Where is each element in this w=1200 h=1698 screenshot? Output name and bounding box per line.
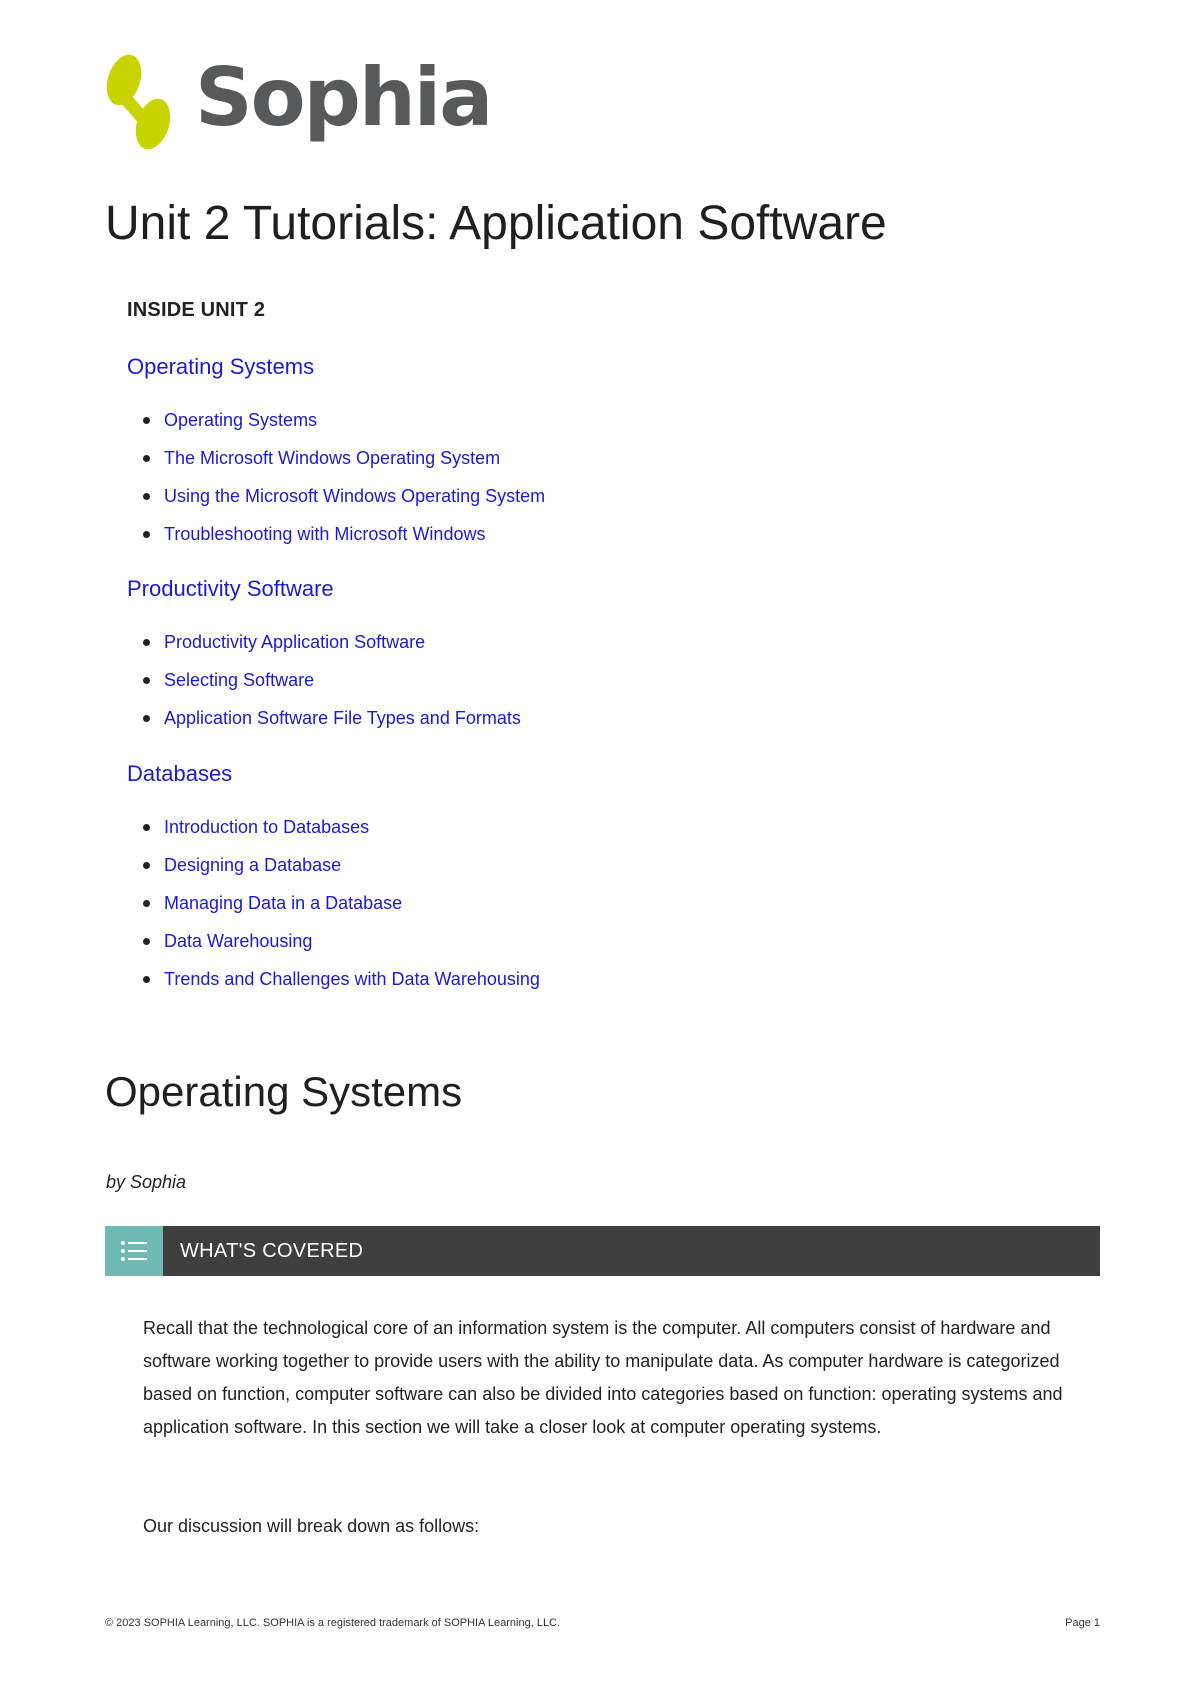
toc-section-heading[interactable]: Databases [127,761,233,786]
bullet [143,715,150,722]
toc-item[interactable] [143,960,540,998]
toc-item-link[interactable]: Operating Systems [164,409,318,430]
toc-item-link[interactable]: Productivity Application Software [164,631,426,652]
toc-item[interactable] [143,846,540,884]
toc-section-heading[interactable]: Operating Systems [127,354,315,379]
toc-item[interactable] [143,884,540,922]
whats-covered-banner [105,1226,1100,1276]
sophia-mark-icon [103,52,175,154]
toc-item[interactable] [143,477,545,515]
toc-item-link[interactable]: Introduction to Databases [164,816,370,837]
toc-item[interactable] [143,922,540,960]
toc-item[interactable] [143,401,545,439]
copyright-footer: © 2023 SOPHIA Learning, LLC. SOPHIA is a registered trademark of SOPHIA Learning, LLC. [105,1617,561,1629]
toc-item-link[interactable]: Designing a Database [164,854,342,875]
toc-item[interactable] [143,661,521,699]
list-icon [105,1226,163,1276]
page-title: Unit 2 Tutorials: Application Software [105,197,887,250]
toc-section-list [143,808,540,998]
toc-item[interactable] [143,515,545,553]
whats-covered-label: WHAT'S COVERED [180,1239,364,1262]
toc-item[interactable] [143,808,540,846]
toc-section-list [143,401,545,553]
section-title: Operating Systems [105,1068,463,1115]
bullet [143,938,150,945]
toc-item-link[interactable]: Application Software File Types and Formats [164,707,521,728]
bullet [143,531,150,538]
toc-item-link[interactable]: Selecting Software [164,669,315,690]
toc-item-link[interactable]: Using the Microsoft Windows Operating System [164,485,546,506]
sophia-wordmark: Sophia [195,51,492,144]
toc-section-heading[interactable]: Productivity Software [127,576,334,601]
toc-item[interactable] [143,439,545,477]
toc-item-link[interactable]: Managing Data in a Database [164,892,403,913]
bullet [143,417,150,424]
toc-item[interactable] [143,699,521,737]
discussion-paragraph: Our discussion will break down as follows: [143,1516,480,1536]
toc-item-link[interactable]: Troubleshooting with Microsoft Windows [164,523,486,544]
sophia-logo[interactable] [103,52,491,154]
bullet [143,677,150,684]
page-number: Page 1 [1065,1617,1100,1629]
bullet [143,824,150,831]
bullet [143,493,150,500]
toc-item-link[interactable]: Trends and Challenges with Data Warehousing [164,968,540,989]
toc-section-list [143,623,521,737]
bullet [143,455,150,462]
bullet [143,900,150,907]
bullet [143,862,150,869]
bullet [143,639,150,646]
toc-item-link[interactable]: Data Warehousing [164,930,313,951]
toc-label: INSIDE UNIT 2 [127,299,266,321]
bullet [143,976,150,983]
toc-item-link[interactable]: The Microsoft Windows Operating System [164,447,501,468]
byline: by Sophia [106,1172,187,1192]
toc-item[interactable] [143,623,521,661]
intro-paragraph: Recall that the technological core of an information system is the computer. All computers consist of hardware and software working together to provide users with the ability to manipulate data. As computer hardware is categorized based on function, computer software can also be divided into categories based on function: operating systems and application software. In this section we will take a closer look at computer operating systems. [143,1318,1063,1437]
